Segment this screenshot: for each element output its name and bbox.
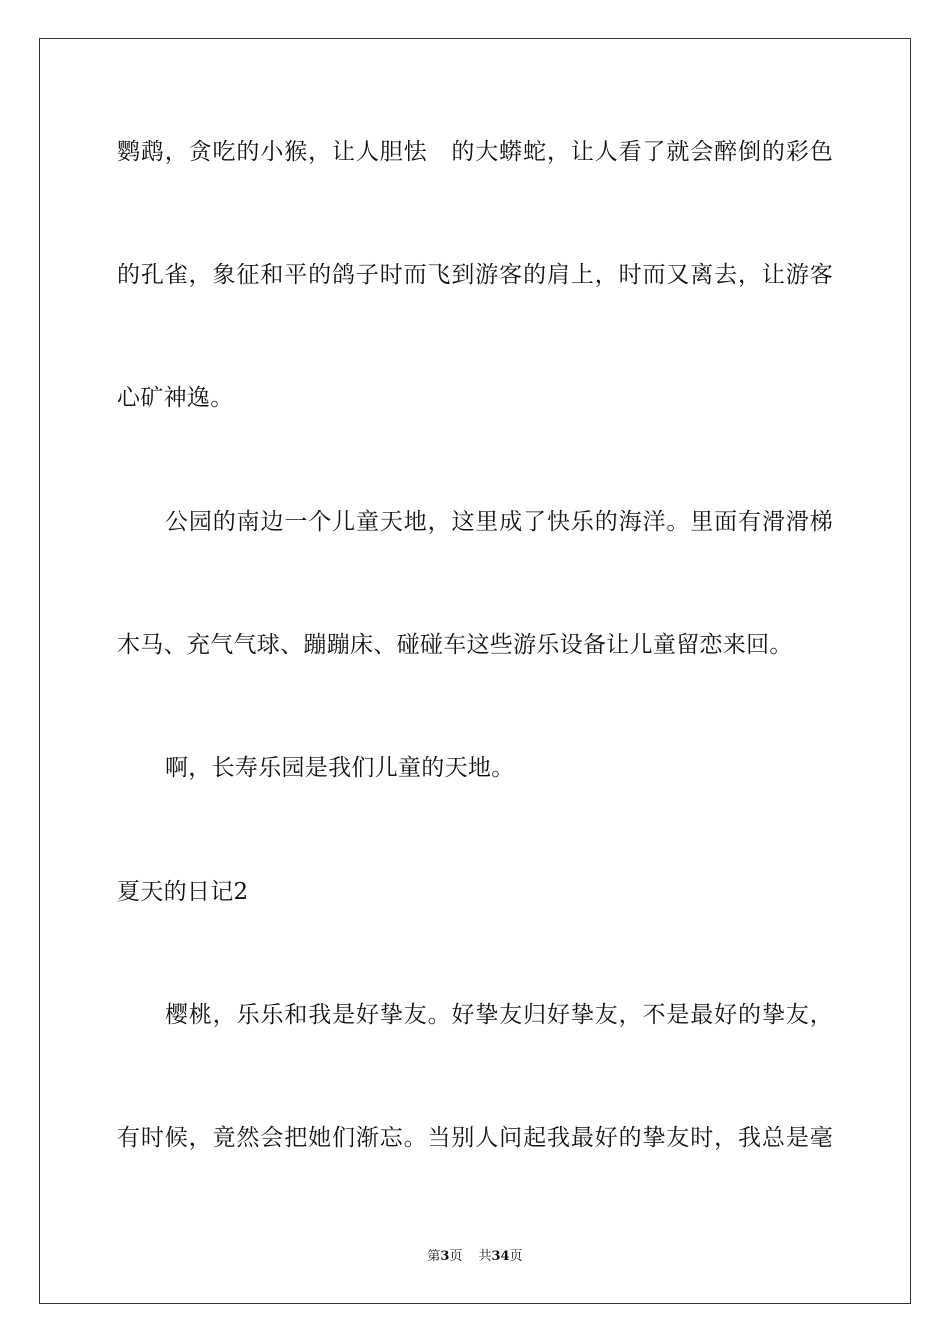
text-line-1: 鹦鹉，贪吃的小猴，让人胆怯 的大蟒蛇，让人看了就会醉倒的彩色 bbox=[117, 139, 833, 165]
text-line-4: 公园的南边一个儿童天地，这里成了快乐的海洋。里面有滑滑梯 bbox=[165, 509, 833, 535]
text-line-9: 有时候，竟然会把她们渐忘。当别人问起我最好的挚友时，我总是毫 bbox=[117, 1125, 833, 1151]
page-footer bbox=[0, 1248, 950, 1266]
footer-page-prefix: 第 bbox=[427, 1249, 441, 1264]
page-border bbox=[39, 38, 911, 1304]
footer-total-prefix: 共 bbox=[478, 1249, 492, 1264]
footer-page-number: 3 bbox=[440, 1249, 450, 1264]
section-heading: 夏天的日记2 bbox=[117, 879, 249, 905]
footer-total-pages: 34 bbox=[491, 1249, 510, 1264]
text-line-6: 啊，长寿乐园是我们儿童的天地。 bbox=[165, 755, 515, 781]
text-line-8: 樱桃，乐乐和我是好挚友。好挚友归好挚友，不是最好的挚友， bbox=[165, 1002, 833, 1028]
text-line-3: 心矿神逸。 bbox=[117, 385, 234, 411]
footer-total-suffix: 页 bbox=[509, 1249, 523, 1264]
text-line-5: 木马、充气气球、蹦蹦床、碰碰车这些游乐设备让儿童留恋来回。 bbox=[117, 632, 793, 658]
footer-page-suffix: 页 bbox=[449, 1249, 463, 1264]
text-line-2: 的孔雀，象征和平的鸽子时而飞到游客的肩上，时而又离去，让游客 bbox=[117, 262, 833, 288]
